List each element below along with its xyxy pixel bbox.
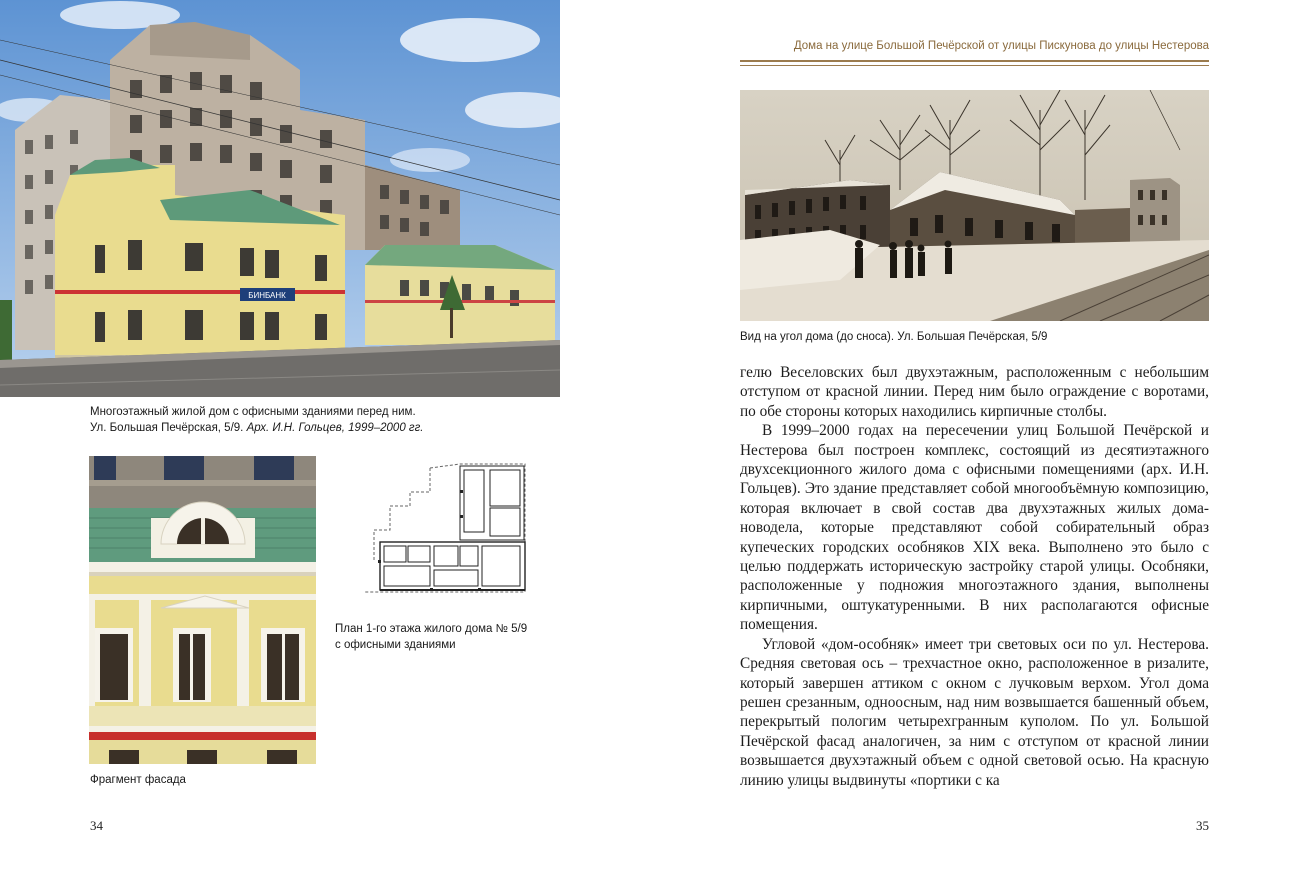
caption-floor-plan-line-1: План 1-го этажа жилого дома № 5/9 (335, 623, 528, 635)
caption-historic-corner: Вид на угол дома (до сноса). Ул. Большая Печёрская, 5/9 (740, 331, 1048, 343)
caption-floor-plan-line-2: с офисными зданиями (335, 639, 456, 651)
body-text (740, 363, 1209, 790)
bank-sign-text: БИНБАНК (248, 291, 286, 300)
photo-historic-corner (740, 90, 1209, 321)
page-number-right: 35 (1196, 818, 1209, 833)
paragraph-2: В 1999–2000 годах на пересечении улиц Большой Печёрской и Нестерова был построен комплекс, состоящий из десятиэтажного двухсекционного жилого дома с офисными помещениями (арх. И.Н. Гольцев). Это здание представляет собой многообъёмную композицию, которая включает в свой состав два двухэтажных жилых дома-новодела, которые представляют собой собирательный образ купеческих городских особняков XIX века. Выполнено это было с целью поддержать историческую застройку старой улицы. Особняки, расположенные у подножия многоэтажного здания, выполнены кирпичными, оштукатуренными. В них располагаются офисные помещения. (740, 422, 1209, 634)
floor-plan-drawing (360, 460, 530, 600)
caption-address: Ул. Большая Печёрская, 5/9. (90, 422, 247, 434)
header-rule-thin (740, 65, 1209, 66)
photo-street-view (0, 0, 560, 397)
paragraph-1: гелю Веселовских был двухэтажным, расположенным с небольшим отступом от красной линии. Перед ним было ограждение с воротами, по обе стороны которых находились кирпичные столбы. (740, 364, 1209, 420)
caption-street-view (90, 404, 550, 436)
caption-architect: Арх. И.Н. Гольцев, 1999–2000 гг. (246, 422, 424, 434)
header-rule-thick (740, 60, 1209, 62)
photo-facade-fragment (89, 456, 316, 764)
page-number-left: 34 (90, 818, 103, 833)
caption-floor-plan (335, 621, 565, 653)
caption-line-1: Многоэтажный жилой дом с офисными зданиями перед ним. (90, 406, 416, 418)
caption-line-2 (90, 420, 550, 436)
running-head: Дома на улице Большой Печёрской от улицы Пискунова до улицы Нестерова (793, 40, 1209, 52)
paragraph-3: Угловой «дом-особняк» имеет три световых оси по ул. Нестерова. Средняя световая ось – трехчастное окно, расположенное в ризалите, который завершен аттиком с окном с лучковым верхом. Угол дома решен срезанным, одноосным, над ним возвышается башенный объем, перекрытый пологим четырехгранным куполом. По ул. Большой Печёрской фасад аналогичен, за ним с отступом от красной линии возвышается двухэтажный объем с одной световой осью. На красную линию улицы выдвинуты «портики с ка (740, 635, 1209, 789)
caption-facade-fragment: Фрагмент фасада (90, 774, 186, 786)
